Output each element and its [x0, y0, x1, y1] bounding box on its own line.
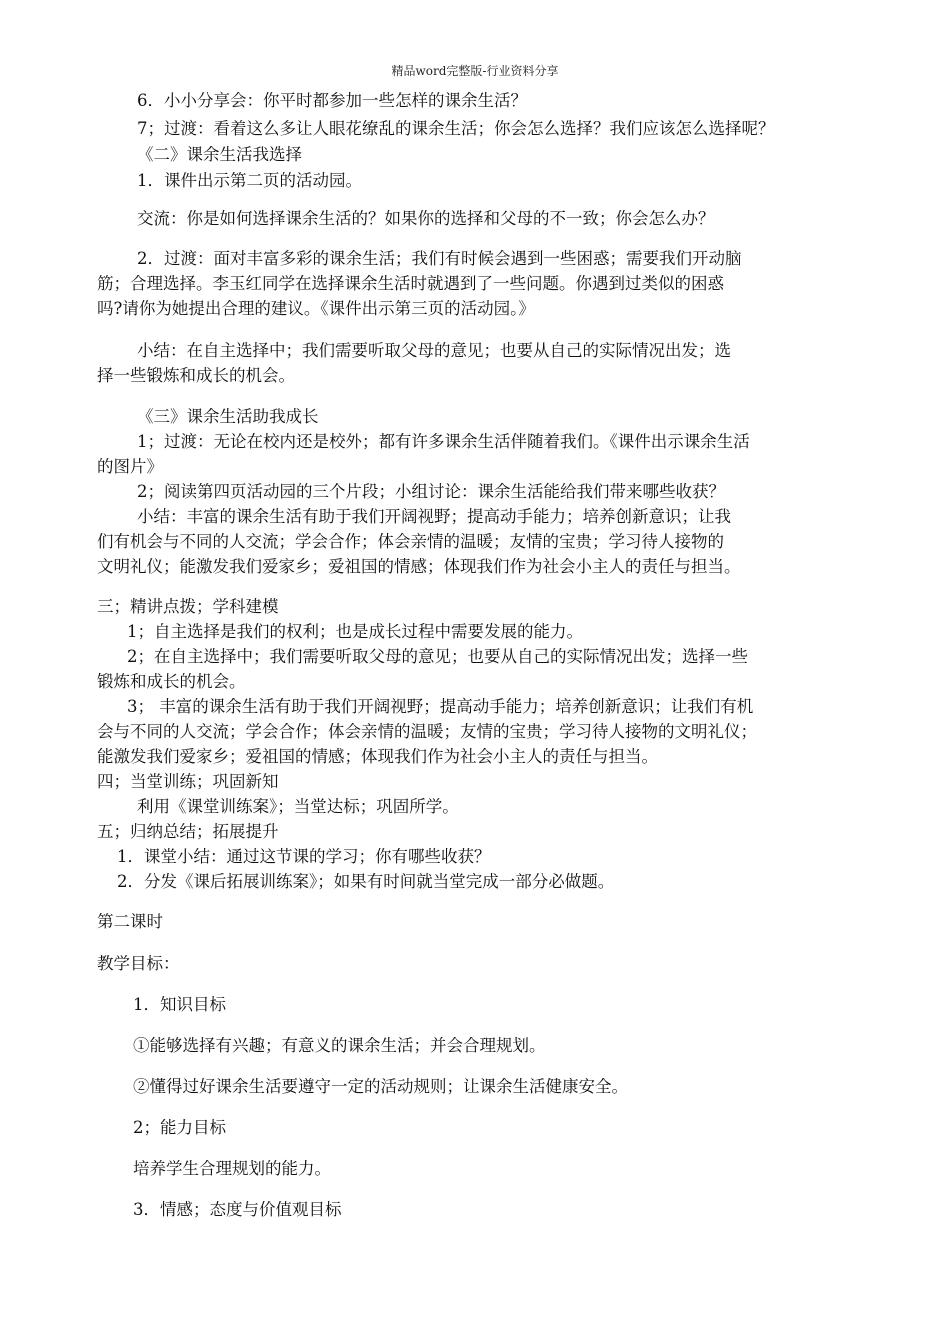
text-line: 7；过渡：看着这么多让人眼花缭乱的课余生活；你会怎么选择？我们应该怎么选择呢？ — [137, 119, 775, 138]
text-line: 的图片》 — [97, 457, 163, 476]
text-line: 培养学生合理规划的能力。 — [133, 1159, 331, 1178]
text-line: 1．课件出示第二页的活动园。 — [137, 171, 362, 190]
text-line: ①能够选择有兴趣；有意义的课余生活；并会合理规划。 — [133, 1036, 546, 1055]
text-line: 利用《课堂训练案》；当堂达标；巩固所学。 — [137, 797, 459, 816]
text-line: 1．课堂小结：通过这节课的学习；你有哪些收获？ — [117, 847, 491, 866]
text-line: 2．过渡：面对丰富多彩的课余生活；我们有时候会遇到一些困惑；需要我们开动脑 — [137, 249, 742, 268]
text-line: 小结：丰富的课余生活有助于我们开阔视野；提高动手能力；培养创新意识；让我 — [137, 507, 731, 526]
text-line: 择一些锻炼和成长的机会。 — [97, 366, 295, 385]
text-line: 《二》课余生活我选择 — [137, 145, 302, 164]
text-line: 们有机会与不同的人交流；学会合作；体会亲情的温暖；友情的宝贵；学习待人接物的 — [97, 532, 724, 551]
text-line: 2．分发《课后拓展训练案》；如果有时间就当堂完成一部分必做题。 — [117, 872, 615, 891]
section-heading: 第二课时 — [97, 912, 163, 931]
text-line: 6．小小分享会：你平时都参加一些怎样的课余生活？ — [137, 91, 527, 110]
text-line: 3．情感；态度与价值观目标 — [133, 1200, 342, 1219]
text-line: 会与不同的人交流；学会合作；体会亲情的温暖；友情的宝贵；学习待人接物的文明礼仪； — [97, 722, 757, 741]
text-line: 2；能力目标 — [133, 1118, 226, 1137]
text-line: 1；自主选择是我们的权利；也是成长过程中需要发展的能力。 — [127, 622, 583, 641]
text-line: 小结：在自主选择中；我们需要听取父母的意见；也要从自己的实际情况出发；选 — [137, 341, 731, 360]
text-line: 四；当堂训练；巩固新知 — [97, 772, 279, 791]
text-line: 1．知识目标 — [133, 995, 226, 1014]
text-line: 筋；合理选择。李玉红同学在选择课余生活时就遇到了一些问题。你遇到过类似的困惑 — [97, 274, 724, 293]
text-line: 文明礼仪；能激发我们爱家乡；爱祖国的情感；体现我们作为社会小主人的责任与担当。 — [97, 557, 741, 576]
text-line: 3； 丰富的课余生活有助于我们开阔视野；提高动手能力；培养创新意识；让我们有机 — [127, 697, 754, 716]
text-line: 2；在自主选择中；我们需要听取父母的意见；也要从自己的实际情况出发；选择一些 — [127, 647, 748, 666]
text-line: 吗?请你为她提出合理的建议。《课件出示第三页的活动园。》 — [97, 299, 535, 318]
text-line: 交流：你是如何选择课余生活的？如果你的选择和父母的不一致；你会怎么办？ — [137, 209, 715, 228]
text-line: 《三》课余生活助我成长 — [137, 407, 319, 426]
text-line: ②懂得过好课余生活要遵守一定的活动规则；让课余生活健康安全。 — [133, 1077, 628, 1096]
text-line: 锻炼和成长的机会。 — [97, 672, 246, 691]
text-line: 2；阅读第四页活动园的三个片段；小组讨论：课余生活能给我们带来哪些收获？ — [137, 482, 725, 501]
text-line: 三；精讲点拨；学科建模 — [97, 597, 279, 616]
page-header: 精品word完整版-行业资料分享 — [391, 64, 559, 78]
text-line: 教学目标： — [97, 954, 180, 973]
text-line: 五；归纳总结；拓展提升 — [97, 822, 279, 841]
text-line: 1；过渡：无论在校内还是校外；都有许多课余生活伴随着我们。《课件出示课余生活 — [137, 432, 750, 451]
text-line: 能激发我们爱家乡；爱祖国的情感；体现我们作为社会小主人的责任与担当。 — [97, 747, 658, 766]
